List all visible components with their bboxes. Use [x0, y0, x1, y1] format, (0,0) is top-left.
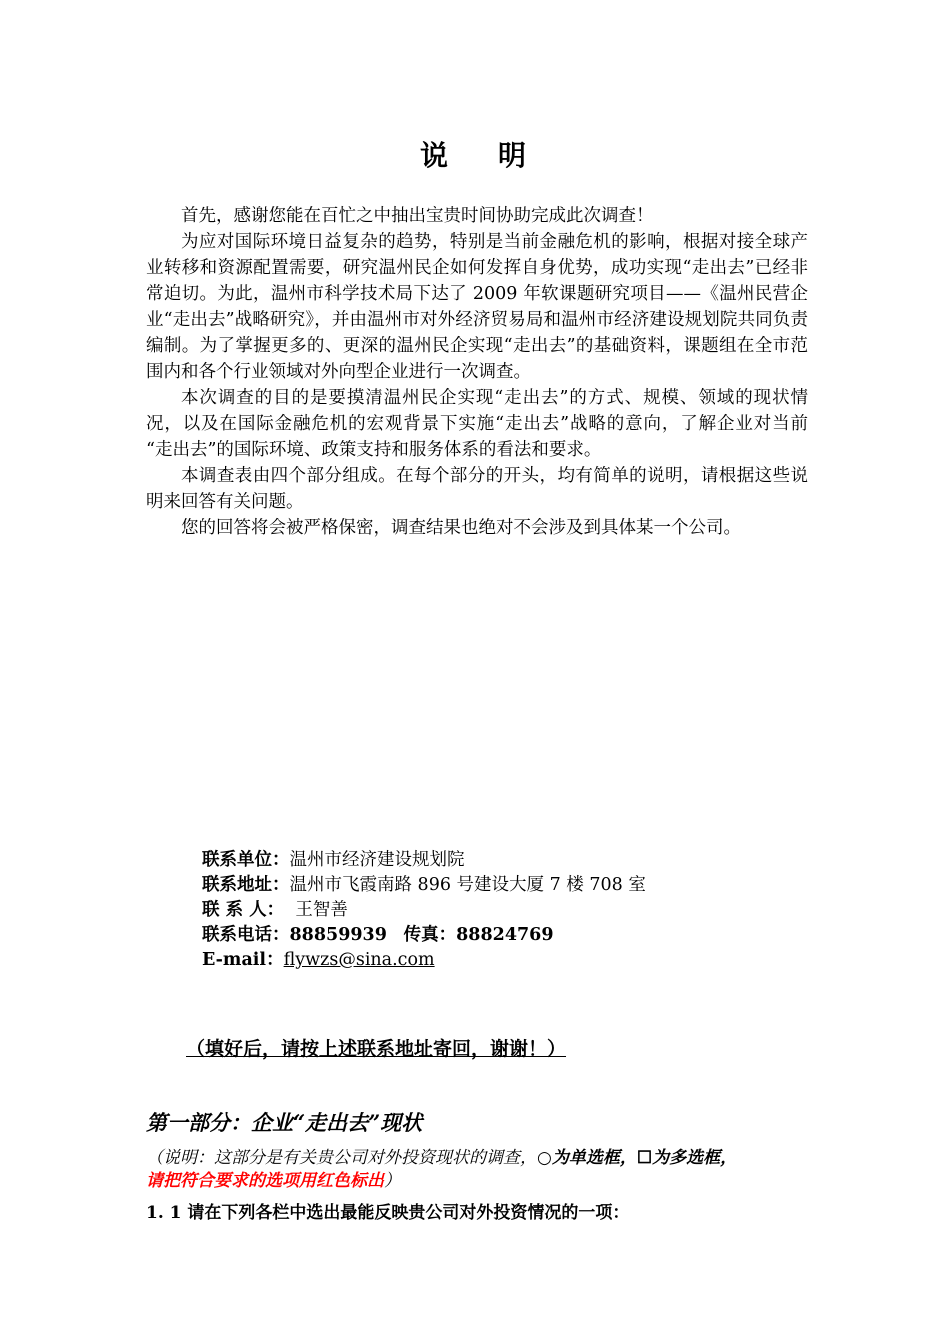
- intro-paragraph: 首先，感谢您能在百忙之中抽出宝贵时间协助完成此次调查！: [181, 206, 654, 226]
- intro-paragraph: 为应对国际环境日益复杂的趋势，特别是当前金融危机的影响，根据对接全球产业转移和资源配置需要，研究温州民企如何发挥自身优势，成功实现“走出去”已经非常迫切。为此，温州市科学技术局下达了 2009 年软课题研究项目——《温州民营企业“走出去”战略研究》，并由温州市对外经济贸易局和温州市经济建设规划院共同负责编制。为了掌握更多的、更深的温州民企实现“走出去”的基础资料，课题组在全市范围内和各个行业领域对外向型企业进行一次调查。: [146, 232, 808, 382]
- contact-email: E-mail：flywzs@sina.com: [202, 950, 435, 970]
- red-instruction: 请把符合要求的选项用红色标出: [146, 1171, 384, 1191]
- page-title: 说 明: [419, 139, 531, 172]
- contact-address: 联系地址：温州市飞霞南路 896 号建设大厦 7 楼 708 室: [202, 875, 646, 895]
- checkbox-icon: ☐: [636, 1148, 653, 1168]
- question-1-1: 1. 1 请在下列各栏中选出最能反映贵公司对外投资情况的一项：: [146, 1203, 630, 1223]
- email-link[interactable]: flywzs@sina.com: [283, 950, 435, 970]
- contact-person: 联 系 人： 王智善: [202, 900, 348, 920]
- contact-unit: 联系单位：温州市经济建设规划院: [202, 850, 465, 870]
- intro-paragraph: 您的回答将会被严格保密，调查结果也绝对不会涉及到具体某一个公司。: [181, 518, 741, 538]
- radio-icon: ○: [537, 1148, 552, 1168]
- intro-body: [146, 203, 808, 541]
- part1-heading: 第一部分：企业“走出去”现状: [146, 1110, 423, 1135]
- return-notice: （填好后，请按上述联系地址寄回，谢谢！）: [186, 1038, 567, 1060]
- intro-paragraph: 本次调查的目的是要摸清温州民企实现“走出去”的方式、规模、领域的现状情况，以及在国际金融危机的宏观背景下实施“走出去”战略的意向，了解企业对当前 “走出去”的国际环境、政策支持和服务体系的看法和要求。: [146, 388, 808, 460]
- contact-phone-fax: 联系电话：88859939 传真：88824769: [202, 925, 554, 945]
- contact-block: [202, 848, 646, 973]
- intro-paragraph: 本调查表由四个部分组成。在每个部分的开头，均有简单的说明，请根据这些说明来回答有关问题。: [146, 466, 808, 512]
- part1-note: （说明：这部分是有关贵公司对外投资现状的调查，○为单选框，☐为多选框， 请把符合要求的选项用红色标出）: [146, 1148, 738, 1191]
